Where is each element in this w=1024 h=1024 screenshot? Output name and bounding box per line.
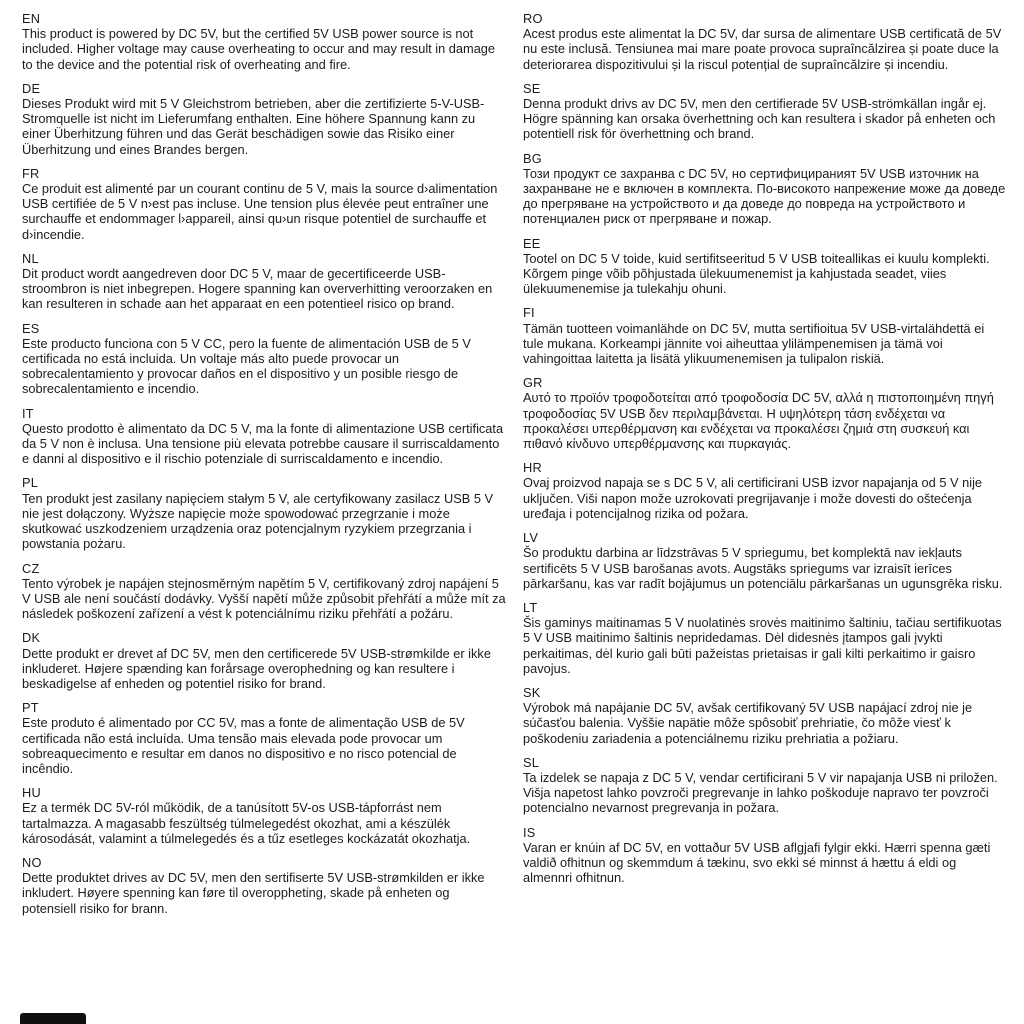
language-code: EE <box>523 235 541 251</box>
language-section <box>523 151 1008 227</box>
language-section <box>22 561 507 622</box>
language-code: CZ <box>22 560 40 576</box>
language-section <box>22 700 507 776</box>
language-text: Ta izdelek se napaja z DC 5 V, vendar certificirani 5 V vir napajanja USB ni priložen. Višja napetost lahko povzroči pregrevanje in lahko poškoduje napravo ter povzroči potencialno nevarnost pregrevanja in požara. <box>523 769 998 816</box>
language-code: LT <box>523 599 538 615</box>
language-section <box>22 166 507 242</box>
language-section <box>22 855 507 916</box>
language-section <box>523 305 1008 366</box>
language-text: Dit product wordt aangedreven door DC 5 V, maar de gecertificeerde USB-stroombron is niet inbegrepen. Hogere spanning kan oververhitting veroorzaken en kan resulteren in schade aan het apparaat en een potentieel risico op brand. <box>22 266 493 312</box>
language-code: GR <box>523 375 543 391</box>
language-text: Varan er knúin af DC 5V, en vottaður 5V USB aflgjafi fylgir ekki. Hærri spenna gæti valdið ofhitnun og skemmdum á tækinu, svo ekki sé minnst á hættu á eldi og almennri ofhitnun. <box>523 839 991 886</box>
language-section <box>523 530 1008 591</box>
left-column <box>22 11 507 925</box>
right-column <box>523 11 1008 925</box>
language-code: HU <box>22 785 41 801</box>
language-text: Este producto funciona con 5 V CC, pero la fuente de alimentación USB de 5 V certificada no está incluida. Un voltaje más alto puede provocar un sobrecalentamiento y provocar daños en el dispositivo y un posible riesgo de sobrecalentamiento e incendio. <box>22 335 471 397</box>
language-text: Tämän tuotteen voimanlähde on DC 5V, mutta sertifioitua 5V USB-virtalähdettä ei tule mukana. Korkeampi jännite voi aiheuttaa ylilämpenemisen ja tämä voi vahingoittaa laitetta ja lisätä ylikuumenemisen ja tulipalon riskiä. <box>523 320 985 367</box>
language-text: Questo prodotto è alimentato da DC 5 V, ma la fonte di alimentazione USB certificata da 5 V non è inclusa. Una tensione più elevata potrebbe causare il surriscaldamento e danni al dispositivo e il rischio potenziale di surriscaldamento e incendio. <box>22 420 504 467</box>
language-code: SE <box>523 80 541 96</box>
language-code: FI <box>523 305 535 321</box>
language-code: LV <box>523 530 539 546</box>
language-section <box>22 630 507 691</box>
language-code: NL <box>22 250 39 266</box>
language-code: RO <box>523 11 543 26</box>
language-code: SK <box>523 684 541 700</box>
language-text: Dette produktet drives av DC 5V, men den sertifiserte 5V USB-strømkilden er ikke inkludert. Høyere spenning kan føre til overoppheting, skade på enheten og potensiell risiko for brann. <box>22 870 485 916</box>
language-text: Tento výrobek je napájen stejnosměrným napětím 5 V, certifikovaný zdroj napájení 5 V USB ale není součástí dodávky. Vyšší napětí může způsobit přehřátí a může mít za následek poškození zařízení a vést k potenciálnímu riziku přehřátí a požáru. <box>22 575 506 622</box>
language-code: NO <box>22 854 42 870</box>
language-section <box>22 785 507 846</box>
page-corner-mark <box>20 1013 86 1024</box>
language-code: IS <box>523 824 536 840</box>
language-text: Tootel on DC 5 V toide, kuid sertifitseeritud 5 V USB toiteallikas ei kuulu komplekti. Kõrgem pinge võib põhjustada ülekuumenemist ja kahjustada seadet, viies ülekuumenemise ja tulekahju ohuni. <box>523 250 990 297</box>
language-code: ES <box>22 320 40 336</box>
language-section <box>523 81 1008 142</box>
language-section <box>523 236 1008 297</box>
language-text: Výrobok má napájanie DC 5V, avšak certifikovaný 5V USB napájací zdroj nie je súčasťou balenia. Vyššie napätie môže spôsobiť prehriatie, čo môže viesť k poškodeniu zariadenia a potenciálnemu riziku prehriatia a požiaru. <box>523 700 973 746</box>
language-section <box>22 11 507 72</box>
language-text: Denna produkt drivs av DC 5V, men den certifierade 5V USB-strömkällan ingår ej. Högre spänning kan orsaka överhettning och kan resultera i skador på enheten och potentiell risk för överhettning och brand. <box>523 96 996 142</box>
language-text: Dette produkt er drevet af DC 5V, men den certificerede 5V USB-strømkilde er ikke inkluderet. Højere spænding kan forårsage overophedning og kan resultere i beskadigelse af enheden og potentiel risiko for brand. <box>22 645 491 691</box>
language-text: Acest produs este alimentat la DC 5V, dar sursa de alimentare USB certificată de 5V nu este inclusă. Tensiunea mai mare poate provoca supraîncălzirea și poate duce la deteriorarea dispozitivului și la riscul potențial de supraîncălzire și incendiu. <box>523 26 1002 72</box>
language-section <box>523 460 1008 521</box>
language-section <box>523 11 1008 72</box>
language-section <box>523 600 1008 676</box>
language-text: Ovaj proizvod napaja se s DC 5 V, ali certificirani USB izvor napajanja od 5 V nije uključen. Viši napon može uzrokovati pregrijavanje i može dovesti do oštećenja uređaja i potencijalnog rizika od požara. <box>523 475 983 521</box>
language-code: BG <box>523 150 542 166</box>
language-section <box>523 375 1008 451</box>
language-section <box>22 475 507 551</box>
language-text: Ez a termék DC 5V-ról működik, de a tanúsított 5V-os USB-tápforrást nem tartalmazza. A magasabb feszültség túlmelegedést okozhat, ami a készülék károsodását, valamint a túlmelegedés és a tűz esetleges kockázatát okozhatja. <box>22 800 471 846</box>
language-section <box>523 755 1008 816</box>
language-text: Este produto é alimentado por CC 5V, mas a fonte de alimentação USB de 5V certificada não está incluída. Uma tensão mais elevada pode provocar um sobreaquecimento e resultar em danos no dispositivo e no risco potencial de incêndio. <box>22 715 465 776</box>
language-code: PT <box>22 700 39 716</box>
language-code: SL <box>523 754 540 770</box>
language-section <box>22 81 507 157</box>
language-text: Ten produkt jest zasilany napięciem stałym 5 V, ale certyfikowany zasilacz USB 5 V nie jest dołączony. Wyższe napięcie może spowodować przegrzanie i może skutkować uszkodzeniem urządzenia oraz potencjalnym ryzykiem przegrzania i powstania pożaru. <box>22 490 494 552</box>
language-section <box>22 406 507 467</box>
language-code: DK <box>22 630 41 646</box>
language-section <box>22 321 507 397</box>
language-section <box>22 251 507 312</box>
language-text: Ce produit est alimenté par un courant continu de 5 V, mais la source d›alimentation USB certifiée de 5 V n›est pas incluse. Une tension plus élevée peut entraîner une surchauffe et endommager l›appareil, ainsi qu›un risque potentiel de surchauffe et d›incendie. <box>22 181 498 242</box>
language-section <box>523 685 1008 746</box>
language-code: EN <box>22 11 41 26</box>
language-code: PL <box>22 475 39 491</box>
language-text: This product is powered by DC 5V, but the certified 5V USB power source is not included. Higher voltage may cause overheating to occur and may result in damage to the device and the potential risk of overheating and fire. <box>22 26 496 72</box>
language-section <box>523 825 1008 886</box>
language-text: Šis gaminys maitinamas 5 V nuolatinės srovės maitinimo šaltiniu, tačiau sertifikuotas 5 V USB maitinimo šaltinis nepridedamas. Dėl didesnės įtampos gali įvykti perkaitimas, dėl kurio gali būti pažeistas prietaisas ir gali kilti perkaitimo ir gaisro pavojus. <box>523 615 1002 676</box>
language-text: Dieses Produkt wird mit 5 V Gleichstrom betrieben, aber die zertifizierte 5-V-USB-Stromquelle ist nicht im Lieferumfang enthalten. Eine höhere Spannung kann zu einer Überhitzung führen und das Gerät beschädigen sowie das Risiko einer Überhitzung und eines Brandes bergen. <box>22 96 485 157</box>
language-text: Αυτό το προϊόν τροφοδοτείται από τροφοδοσία DC 5V, αλλά η πιστοποιημένη πηγή τροφοδοσίας 5V USB δεν περιλαμβάνεται. Η υψηλότερη τάση ενδέχεται να προκαλέσει υπερθέρμανση και ενδέχεται να προκαλέσει ζημιά στη συσκευή και πιθανό κίνδυνο υπερθέρμανσης και πυρκαγιάς. <box>523 390 994 452</box>
language-text: Този продукт се захранва с DC 5V, но сертифицираният 5V USB източник на захранване не е включен в комплекта. По-високото напрежение може да доведе до прегряване на устройството и да доведе до повреда на устройството и потенциален риск от прегряване и пожар. <box>523 165 1006 227</box>
language-text: Šo produktu darbina ar līdzstrāvas 5 V spriegumu, bet komplektā nav iekļauts sertificēts 5 V USB barošanas avots. Augstāks spriegums var izraisīt ierīces pārkaršanu, kas var radīt bojājumus un potenciālu pārkaršanas un ugunsgrēka risku. <box>523 545 1003 591</box>
language-code: HR <box>523 460 542 476</box>
language-code: FR <box>22 165 40 181</box>
language-code: DE <box>22 80 41 96</box>
language-code: IT <box>22 405 34 421</box>
